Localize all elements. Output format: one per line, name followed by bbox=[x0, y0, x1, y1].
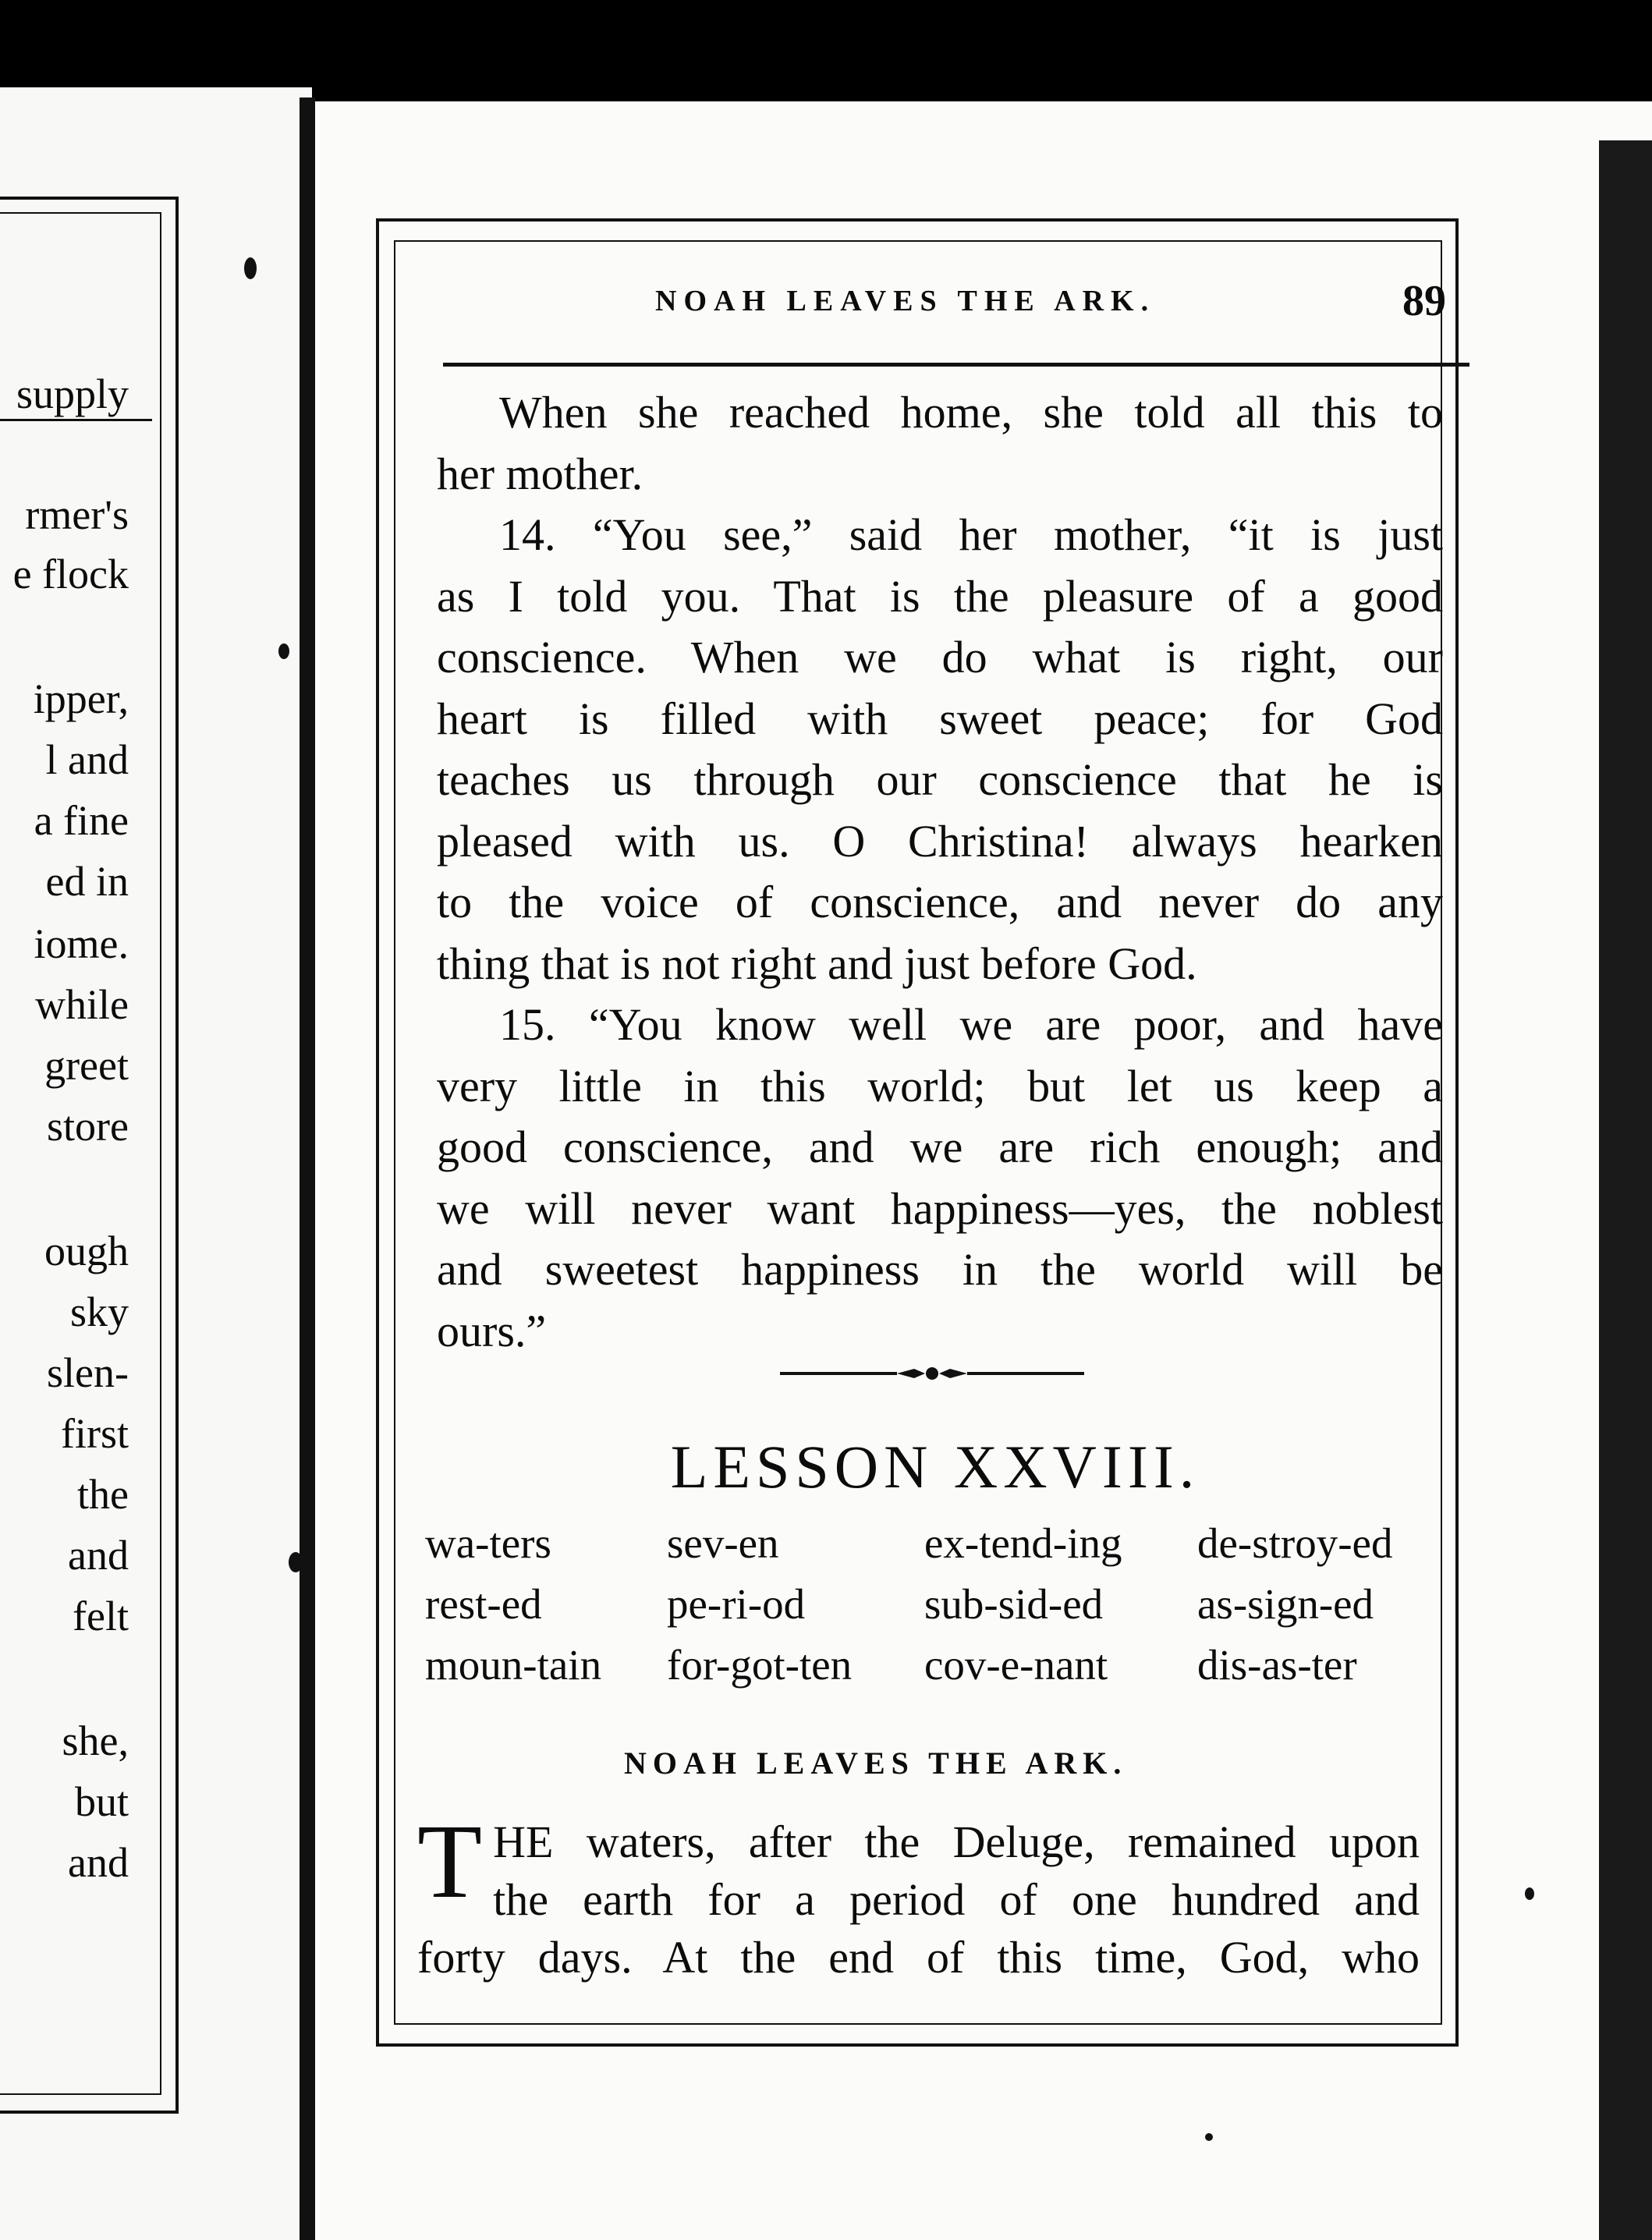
paragraph-14 bbox=[437, 505, 1443, 994]
section-divider-ornament bbox=[780, 1363, 1084, 1384]
vocabulary-word: pe-ri-od bbox=[667, 1580, 806, 1628]
left-page-line: greet bbox=[44, 1042, 129, 1089]
vocabulary-word: rest-ed bbox=[425, 1580, 542, 1628]
text-line: conscience. When we do what is right, our bbox=[437, 632, 1443, 682]
text-line: teaches us through our conscience that he is bbox=[437, 754, 1443, 805]
left-page-line: the bbox=[77, 1471, 129, 1518]
header-rule bbox=[443, 363, 1469, 367]
left-page-line: e flock bbox=[12, 551, 129, 597]
paragraph-reached-home bbox=[437, 382, 1443, 505]
left-page-line: ough bbox=[44, 1228, 129, 1274]
text-line: thing that is not right and just before God. bbox=[437, 937, 1197, 989]
vocabulary-word: moun-tain bbox=[425, 1641, 602, 1689]
vocabulary-word: sev-en bbox=[667, 1519, 779, 1567]
vocabulary-word: wa-ters bbox=[425, 1519, 551, 1567]
vocabulary-word: de-stroy-ed bbox=[1197, 1519, 1393, 1567]
vocabulary-word: as-sign-ed bbox=[1197, 1580, 1374, 1628]
drop-cap: T bbox=[417, 1803, 483, 1920]
vocabulary-word: sub-sid-ed bbox=[924, 1580, 1104, 1628]
page-number: 89 bbox=[1402, 277, 1446, 325]
left-page-line: supply bbox=[16, 370, 129, 417]
text-line: When she reached home, she told all this to bbox=[499, 387, 1443, 438]
lesson-title: LESSON XXVIII. bbox=[670, 1433, 1200, 1501]
text-line: forty days. At the end of this time, God, who bbox=[417, 1932, 1420, 1983]
left-page-line: while bbox=[35, 981, 129, 1028]
left-page-line: a fine bbox=[34, 797, 129, 844]
left-page-line: and bbox=[68, 1532, 129, 1579]
vocabulary-word: ex-tend-ing bbox=[924, 1519, 1122, 1567]
text-line: good conscience, and we are rich enough; and bbox=[437, 1122, 1443, 1172]
page-edge-shadow bbox=[1599, 140, 1652, 2240]
left-page bbox=[0, 87, 312, 2240]
text-line: 14. “You see,” said her mother, “it is just bbox=[499, 509, 1443, 560]
paragraph-15 bbox=[437, 994, 1443, 1362]
text-line: heart is filled with sweet peace; for God bbox=[437, 693, 1443, 744]
left-page-line: she, bbox=[62, 1717, 129, 1764]
text-line: to the voice of conscience, and never do any bbox=[437, 877, 1443, 927]
section-subheading: NOAH LEAVES THE ARK. bbox=[624, 1746, 1128, 1781]
scan-speck bbox=[278, 643, 289, 659]
left-page-line: l and bbox=[45, 736, 129, 783]
vocabulary-word: dis-as-ter bbox=[1197, 1641, 1357, 1689]
left-page-line: iome. bbox=[34, 920, 129, 967]
scan-speck bbox=[289, 1552, 303, 1572]
text-line: we will never want happiness—yes, the noblest bbox=[437, 1182, 1443, 1234]
text-line: very little in this world; but let us keep a bbox=[437, 1060, 1443, 1111]
left-page-line: sky bbox=[69, 1288, 129, 1335]
left-page-line: and bbox=[68, 1839, 129, 1886]
text-line: her mother. bbox=[437, 448, 643, 499]
left-page-line: felt bbox=[73, 1593, 129, 1639]
text-line: 15. “You know well we are poor, and have bbox=[499, 999, 1443, 1050]
left-page-line: ed in bbox=[45, 858, 129, 905]
scan-speck bbox=[1525, 1887, 1534, 1900]
left-page-line: rmer's bbox=[25, 491, 129, 538]
scan-speck bbox=[1205, 2133, 1213, 2141]
vocabulary-word: cov-e-nant bbox=[924, 1641, 1108, 1689]
text-line: as I told you. That is the pleasure of a good bbox=[437, 570, 1443, 622]
scan-speck bbox=[244, 257, 257, 279]
left-page-line: ipper, bbox=[33, 675, 129, 722]
vocabulary-table bbox=[425, 1513, 1439, 1696]
book-gutter bbox=[300, 97, 315, 2240]
text-line: pleased with us. O Christina! always hearken bbox=[437, 815, 1443, 867]
text-line: ours.” bbox=[437, 1305, 547, 1356]
vocabulary-word: for-got-ten bbox=[667, 1641, 853, 1689]
left-page-line: slen- bbox=[47, 1349, 129, 1396]
left-page-head-rule bbox=[0, 419, 152, 421]
left-page-line: first bbox=[61, 1410, 129, 1457]
text-line: and sweetest happiness in the world will be bbox=[437, 1244, 1443, 1295]
text-line: HE waters, after the Deluge, remained upon bbox=[493, 1816, 1420, 1867]
text-line: the earth for a period of one hundred and bbox=[493, 1874, 1420, 1925]
left-page-line: store bbox=[47, 1103, 129, 1150]
lesson-opening-paragraph bbox=[417, 1803, 1420, 1987]
left-page-line: but bbox=[74, 1778, 129, 1825]
running-head: NOAH LEAVES THE ARK. bbox=[655, 285, 1156, 317]
